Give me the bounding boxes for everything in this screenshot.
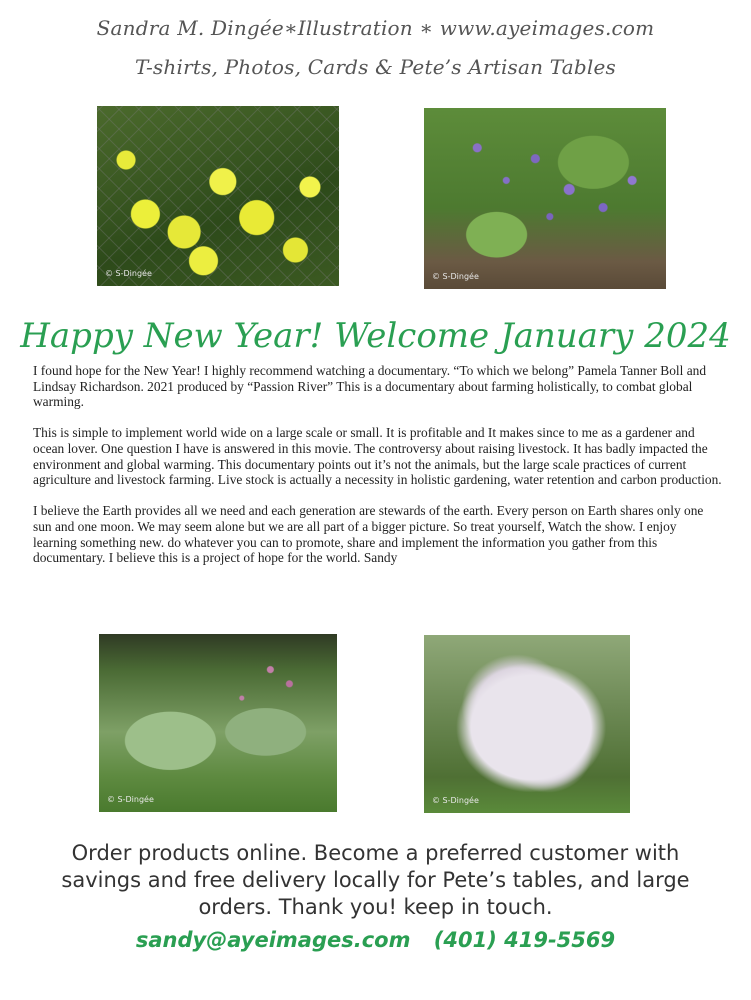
order-message: Order products online. Become a preferred customer with savings and free delivery locally for Pete’s tables, and large orders. Thank you! keep in touch. (61, 841, 690, 919)
body-paragraph-3: I believe the Earth provides all we need and each generation are stewards of the earth. Every person on Earth shares only one sun and one moon. We may seem alone but we are all part of a bigger picture. So treat yourself, Watch the show. I enjoy learning something new. do whatever you can to promote, share and implement the information you gather from this documentary. I believe this is a project of hope for the world. Sandy (33, 503, 704, 566)
photo-purple-flowers (424, 108, 666, 289)
photo-watermark: © S-Dingée (432, 272, 479, 281)
article-body (33, 363, 723, 581)
photo-white-shrub (424, 635, 630, 813)
body-paragraph-1: I found hope for the New Year! I highly recommend watching a documentary. “To which we belong” Pamela Tanner Boll and Lindsay Richardson. 2021 produced by “Passion River” This is a documentary about farming holistically, to combat global warming. (33, 363, 707, 410)
contact-info (0, 928, 751, 952)
page-headline: Happy New Year! Welcome January 2024 (20, 316, 731, 356)
header-line-2: T-shirts, Photos, Cards & Pete’s Artisan Tables (135, 55, 616, 79)
header-line-1: Sandra M. Dingée∗Illustration ∗ www.ayeimages.com (96, 16, 655, 40)
photo-yellow-flowers (97, 106, 339, 286)
photo-watermark: © S-Dingée (105, 269, 152, 278)
photo-watermark: © S-Dingée (432, 796, 479, 805)
contact-phone[interactable]: (401) 419-5569 (433, 928, 616, 952)
body-paragraph-2: This is simple to implement world wide on a large scale or small. It is profitable and It makes since to me as a gardener and ocean lover. One question I have is answered in this movie. The controversy about raising livestock. It has badly impacted the environment and global warming. This documentary points out it’s not the animals, but the large scale practices of current agriculture and livestock farming. Live stock is actually a necessity in holistic gardening, water retention and carbon production. (33, 425, 722, 488)
contact-email[interactable]: sandy@ayeimages.com (135, 928, 411, 952)
photo-garden-path (99, 634, 337, 812)
photo-watermark: © S-Dingée (107, 795, 154, 804)
